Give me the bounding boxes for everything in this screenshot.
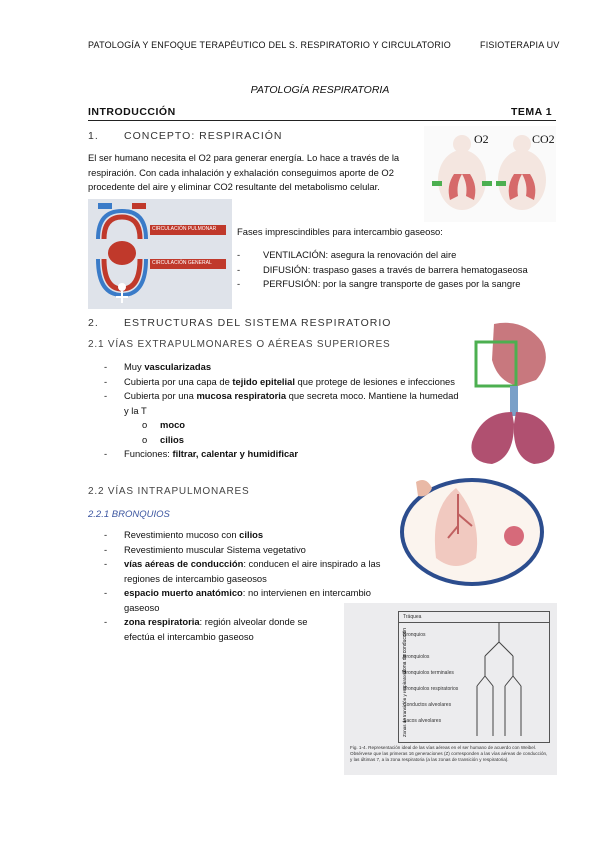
section1-paragraph: El ser humano necesita el O2 para generar energía. Lo hace a través de la respiración. Con cada inhalación y exhalación conseguimos aporte de O2 procedente del aire y eliminar CO2 resultante del metabolismo celular. [88, 152, 400, 192]
sublist [104, 418, 464, 447]
circ-pulmonar-label: CIRCULACIÓN PULMONAR [152, 226, 217, 232]
lungs-figure [464, 320, 556, 466]
list-item: - Funciones: filtrar, calentar y humidificar [104, 447, 464, 462]
list21 [104, 360, 464, 462]
sub-item: o moco [142, 419, 186, 430]
co2-label: CO2 [532, 132, 555, 146]
list-item: - zona respiratoria: región alveolar donde se efectúa el intercambio gaseoso [104, 615, 324, 644]
weibel-row: Conductos alveolares [403, 702, 452, 708]
circ-general-label: CIRCULACIÓN GENERAL [152, 260, 212, 266]
weibel-row: Bronquios [403, 632, 426, 638]
weibel-row: Bronquiolos respiratorios [403, 686, 459, 692]
section2-title: ESTRUCTURAS DEL SISTEMA RESPIRATORIO [124, 317, 392, 329]
section1-title: CONCEPTO: RESPIRACIÓN [124, 130, 283, 142]
weibel-row: Bronquiolos [403, 654, 430, 660]
zone-conduction-label: Zona de conducción [402, 627, 408, 673]
circulation-figure [88, 199, 232, 309]
section1-number: 1. [88, 130, 99, 142]
weibel-header: Tráquea [399, 612, 549, 623]
fases-list [237, 248, 557, 292]
fases-title: Fases imprescindibles para intercambio gaseoso: [237, 226, 443, 237]
sub221-heading: 2.2.1 BRONQUIOS [88, 509, 170, 520]
fase-item: - VENTILACIÓN: asegura la renovación del aire [237, 248, 557, 263]
section2-number: 2. [88, 317, 99, 329]
list-item: - Muy vascularizadas [104, 360, 464, 375]
o2-label: O2 [474, 132, 489, 146]
intro-rule [88, 120, 556, 121]
weibel-table [398, 611, 550, 743]
weibel-row: Bronquiolos terminales [403, 670, 454, 676]
weibel-caption: Fig. 1-4. Representación ideal de las vías aéreas en el ser humano de acuerdo con Weibel. Obsérvese que las primeras 16 generaciones (Z) corresponden a las vías aéreas de conducción, y las últimas 7, a la zona respiratoria (a las zonas de transición y respiratoria). [350, 745, 548, 762]
sub21-heading: 2.1 VÍAS EXTRAPULMONARES O AÉREAS SUPERIORES [88, 339, 391, 350]
intro-label: INTRODUCCIÓN [88, 106, 176, 118]
weibel-row: Sacos alveolares [403, 718, 442, 724]
sub22-heading: 2.2 VÍAS INTRAPULMONARES [88, 486, 250, 497]
tema-label: TEMA 1 [511, 106, 553, 118]
fase-item: - PERFUSIÓN: por la sangre transporte de gases por la sangre [237, 277, 557, 292]
breathing-figure [424, 126, 556, 222]
header-right: FISIOTERAPIA UV [480, 40, 560, 50]
bronchi-figure [396, 474, 546, 588]
sub-item: o cilios [142, 433, 184, 445]
list-item: - Revestimiento muscular Sistema vegetativo [104, 543, 394, 558]
header-left: PATOLOGÍA Y ENFOQUE TERAPÉUTICO DEL S. RESPIRATORIO Y CIRCULATORIO [88, 40, 451, 50]
list-item: - Revestimiento mucoso con cilios [104, 528, 394, 543]
page-title: PATOLOGÍA RESPIRATORIA [250, 84, 390, 96]
list-item: - vías aéreas de conducción: conducen el aire inspirado a las regiones de intercambio gaseosos [104, 557, 394, 586]
weibel-figure [344, 603, 557, 775]
list-item: - espacio muerto anatómico: no intervienen en intercambio gaseoso [104, 586, 394, 615]
fase-item: - DIFUSIÓN: traspaso gases a través de barrera hematogaseosa [237, 263, 557, 278]
list-item: - Cubierta por una capa de tejido epitelial que protege de lesiones e infecciones [104, 375, 464, 390]
zone-respiratory-label: Zonas de transición y respiratoria [402, 670, 407, 737]
list-item: - Cubierta por una mucosa respiratoria que secreta moco. Mantiene la humedad y la T [104, 389, 464, 418]
